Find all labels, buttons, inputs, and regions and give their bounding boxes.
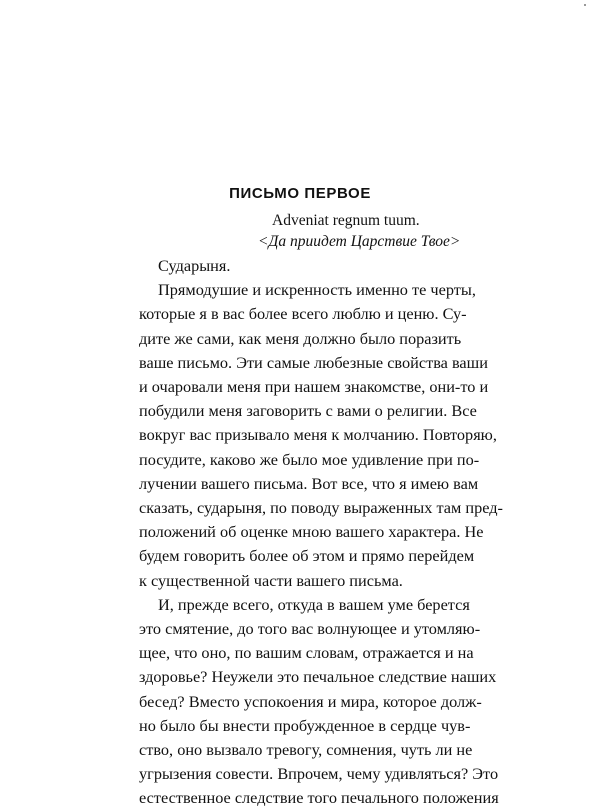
text-line: и очаровали меня при нашем знакомстве, они-то и <box>139 377 489 397</box>
text-line: которые я в вас более всего люблю и ценю. Су- <box>139 304 467 324</box>
letter-body <box>139 254 503 811</box>
paragraph-2 <box>139 593 499 811</box>
text-line: побудили меня заговорить с вами о религии. Все <box>139 401 477 421</box>
text-line: посудите, каково же было мое удивление при по- <box>139 449 480 469</box>
text-line: Прямодушие и искренность именно те черты, <box>158 280 476 300</box>
text-line: вокруг вас призывало меня к молчанию. Повторяю, <box>139 425 497 445</box>
text-line: сказать, сударыня, по поводу выраженных там пред- <box>139 498 503 518</box>
text-line: щее, что оно, по вашим словам, отражается и на <box>139 643 474 663</box>
scan-speck <box>584 4 586 6</box>
text-line: это смятение, до того вас волнующее и утомляю- <box>139 619 481 639</box>
epigraph-latin: Adveniat regnum tuum. <box>272 212 420 229</box>
paragraph-1 <box>139 278 503 593</box>
text-line: бесед? Вместо успокоения и мира, которое долж- <box>139 691 482 711</box>
text-line: естественное следствие того печального положения <box>139 788 499 808</box>
text-line: ство, оно вызвало тревогу, сомнения, чуть ли не <box>139 740 473 760</box>
text-line: будем говорить более об этом и прямо перейдем <box>139 546 475 566</box>
text-line: здоровье? Неужели это печальное следствие наших <box>139 667 497 687</box>
epigraph <box>258 210 461 252</box>
salutation: Сударыня. <box>158 256 231 275</box>
text-line: положений об оценке мною вашего характера. Не <box>139 522 484 542</box>
text-line: дите же сами, как меня должно было поразить <box>139 328 462 348</box>
epigraph-translation: <Да приидет Царствие Твое> <box>258 233 461 250</box>
text-line: угрызения совести. Впрочем, чему удивляться? Это <box>139 764 499 784</box>
page-title: ПИСЬМО ПЕРВОЕ <box>229 185 371 202</box>
text-line: к существенной части вашего письма. <box>139 570 403 590</box>
text-line: но было бы внести пробужденное в сердце чув- <box>139 715 471 735</box>
text-line: И, прежде всего, откуда в вашем уме берется <box>158 594 470 614</box>
text-line: лучении вашего письма. Вот все, что я имею вам <box>139 473 479 493</box>
text-line: ваше письмо. Эти самые любезные свойства ваши <box>139 352 488 372</box>
